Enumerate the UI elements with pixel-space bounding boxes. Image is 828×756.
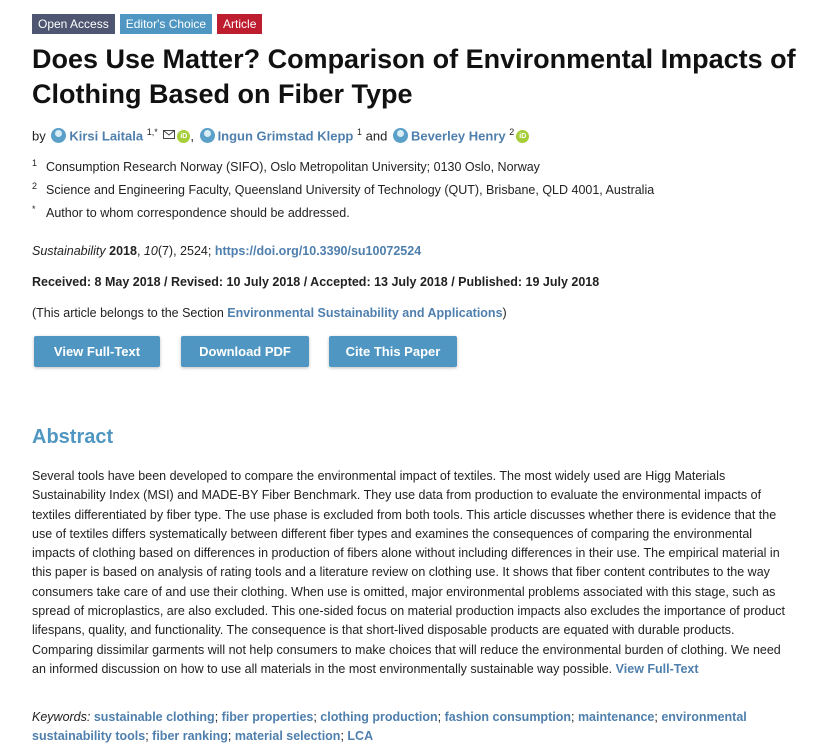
article-title: Does Use Matter? Comparison of Environmental Impacts of Clothing Based on Fiber Type [32, 44, 796, 109]
keyword-link[interactable]: fiber properties [221, 710, 314, 724]
open-access-badge: Open Access [32, 14, 115, 34]
author-line: by Kirsi Laitala $^{1,*}$ iD , Ingun Grimstad Klepp $^1$ and Beverley Henry $^2$ iD [32, 127, 529, 143]
author-link-klepp[interactable]: Ingun Grimstad Klepp [217, 128, 354, 144]
keywords-label: Keywords: [32, 710, 91, 724]
affiliation-sup: * [32, 204, 36, 214]
section-prefix: (This article belongs to the Section [32, 306, 228, 320]
abstract-body: Several tools have been developed to compare the environmental impact of textiles. The most widely used are Higg Materials Sustainability Index (MSI) and MADE-BY Fiber Benchmark. They use data from production to evaluate the environmental impacts of textiles differentiated by fiber type. The use phase is excluded from both tools. This article discusses whether there is evidence that the use of textiles differs systematically between different fiber types and examines the consequences of comparing the environmental impacts of clothing based on differences in production of fibers alone without including differences in their use. The empirical material in this paper is based on analysis of rating tools and a literature review on clothing use. It shows that fiber content contributes to the way consumers take care of and use their clothing. When use is omitted, major environmental problems associated with this stage, such as spread of microplastics, are also excluded. This one-sided focus on material production impacts also excludes the importance of product lifespans, quality, and functionality. The consequence is that short-lived disposable products are equated with durable products. Comparing dissimilar garments will not help consumers to make choices that will reduce the environmental burden of clothing. We need an informed discussion on how to use all materials in the most environmentally sustainable way possible. [32, 469, 785, 676]
author-profile-icon[interactable] [51, 128, 66, 143]
author-link-henry[interactable]: Beverley Henry [410, 128, 506, 144]
author-affiliation-sup: 2 [509, 127, 515, 137]
email-icon[interactable] [163, 130, 175, 139]
author-profile-icon[interactable] [200, 128, 215, 143]
author-affiliation-sup: 1,* [146, 127, 158, 137]
article-badges [32, 14, 262, 34]
keyword-link[interactable]: fiber ranking [152, 729, 228, 743]
section-suffix: ) [502, 306, 507, 320]
affiliation-text: Consumption Research Norway (SIFO), Oslo Metropolitan University; 0130 Oslo, Norway [46, 160, 540, 174]
and-label: and [365, 128, 388, 144]
by-label: by [32, 128, 46, 144]
affiliation-sup: 1 [32, 158, 38, 168]
download-pdf-button[interactable]: Download PDF [181, 336, 309, 367]
keyword-link[interactable]: material selection [234, 729, 341, 743]
keyword-link[interactable]: maintenance [577, 710, 655, 724]
publication-dates: Received: 8 May 2018 / Revised: 10 July 2018 / Accepted: 13 July 2018 / Published: 19 July 2018 [32, 275, 600, 289]
affiliation-sup: 2 [32, 181, 38, 191]
journal-name: Sustainability [32, 244, 106, 258]
affiliation-item [32, 181, 654, 204]
view-full-text-link[interactable]: View Full-Text [615, 661, 699, 676]
doi-link[interactable]: https://doi.org/10.3390/su10072524 [214, 244, 422, 258]
keyword-link[interactable]: sustainable clothing [93, 710, 215, 724]
citation-issue: (7), 2524; [157, 244, 212, 258]
keyword-link[interactable]: LCA [347, 729, 374, 743]
orcid-icon[interactable]: iD [177, 130, 190, 143]
author-profile-icon[interactable] [393, 128, 408, 143]
affiliations [32, 158, 654, 227]
keyword-link[interactable]: environmental sustainability tools [32, 710, 747, 743]
keywords: Keywords: sustainable clothing; fiber properties; clothing production; fashion consumption; maintenance; environmental sustainability tools; fiber ranking; material selection; LCA [32, 710, 747, 743]
cite-paper-button[interactable]: Cite This Paper [329, 336, 457, 367]
editors-choice-badge: Editor's Choice [120, 14, 212, 34]
affiliation-item [32, 158, 654, 181]
correspondence-note [32, 204, 654, 227]
author-link-laitala[interactable]: Kirsi Laitala [69, 128, 144, 144]
citation-volume: 10 [143, 244, 158, 258]
citation-line: Sustainability 2018, 10(7), 2524; https://doi.org/10.3390/su10072524 [32, 244, 422, 258]
affiliation-text: Science and Engineering Faculty, Queensland University of Technology (QUT), Brisbane, QLD 4001, Australia [46, 183, 655, 197]
view-full-text-button[interactable]: View Full-Text [34, 336, 160, 367]
article-type-badge: Article [217, 14, 262, 34]
section-note [32, 306, 507, 320]
abstract-text [32, 467, 792, 679]
citation-year: 2018 [109, 244, 137, 258]
abstract-heading: Abstract [32, 426, 114, 448]
section-link[interactable]: Environmental Sustainability and Applications [227, 306, 503, 320]
author-affiliation-sup: 1 [356, 127, 362, 137]
orcid-icon[interactable]: iD [516, 130, 529, 143]
affiliation-text: Author to whom correspondence should be addressed. [46, 206, 350, 220]
keyword-link[interactable]: fashion consumption [444, 710, 571, 724]
keyword-link[interactable]: clothing production [320, 710, 438, 724]
